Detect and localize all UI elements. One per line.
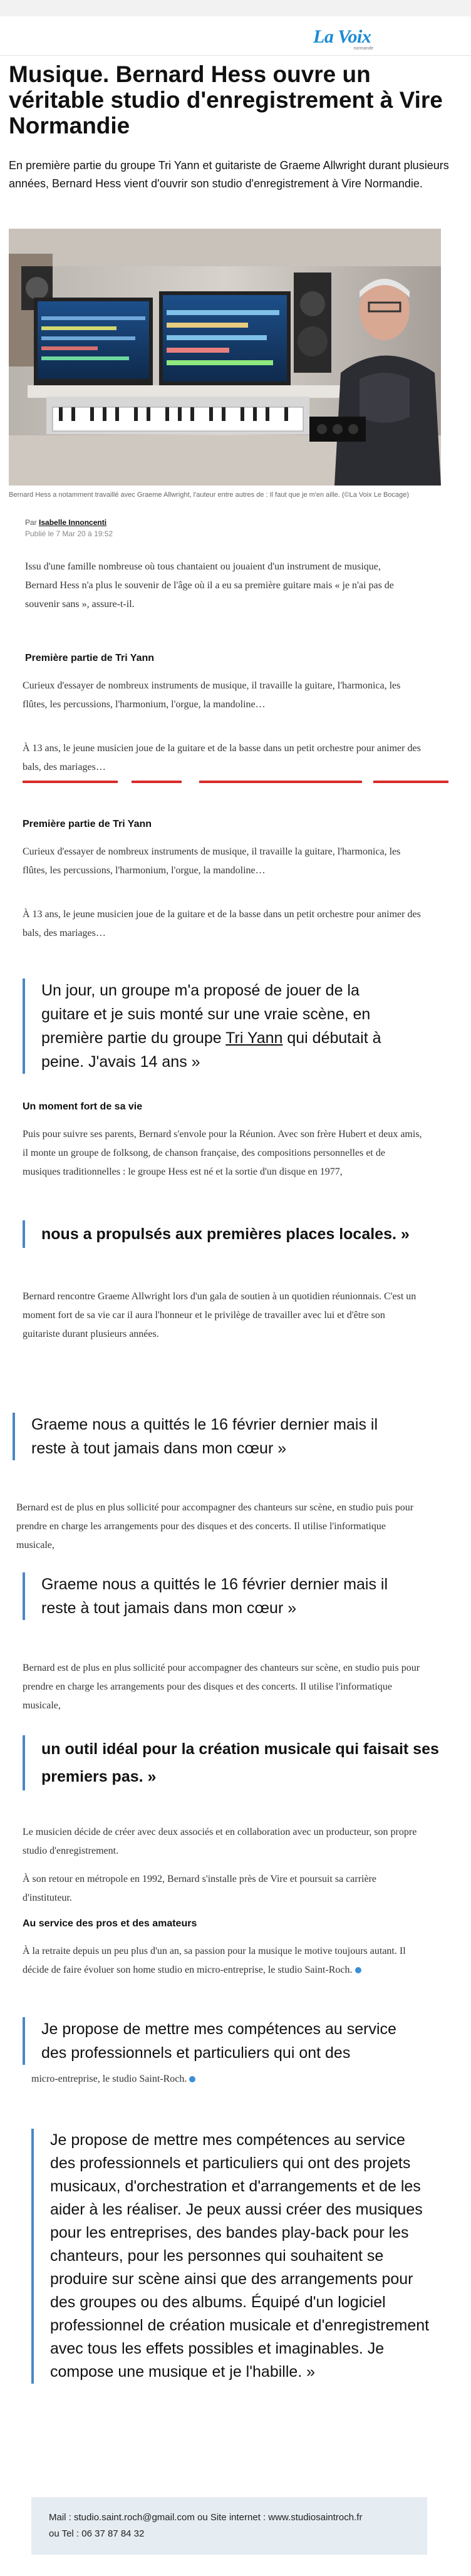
- byline-prefix: Par: [25, 518, 37, 527]
- paragraph: Le musicien décide de créer avec deux associés et en collaboration avec un producteur, son propre studio d'enregistrement.: [23, 1827, 417, 1856]
- paragraph: Issu d'une famille nombreuse où tous chantaient ou jouaient d'un instrument de musique, Bernard Hess n'a plus le souvenir de l'âge où il a eu sa première guitare mais « je n'ai pas de souvenir sans », assure-t-il.: [25, 561, 394, 610]
- paragraph: À 13 ans, le jeune musicien joue de la guitare et de la basse dans un petit orchestre pour animer des bals, des mariages…: [23, 743, 421, 772]
- quote-text: qui débutait à peine. J'avais 14 ans »: [41, 1029, 381, 1071]
- title-line-2: véritable studio d'enregistrement à Vire: [9, 87, 443, 113]
- logo-sub-text: normande: [353, 46, 373, 51]
- tri-yann-link[interactable]: Tri Yann: [225, 1029, 283, 1047]
- pull-quote: Graeme nous a quittés le 16 février dernier mais il reste à tout jamais dans mon cœur »: [23, 1572, 417, 1620]
- article-photo: [9, 229, 441, 486]
- contact-line: Mail : studio.saint.roch@gmail.com ou Site internet : www.studiosaintroch.fr: [49, 2512, 363, 2523]
- paragraph: Curieux d'essayer de nombreux instruments de musique, il travaille la guitare, l'harmonica, les flûtes, les percussions, l'harmonium, l'orgue, la mandoline…: [23, 680, 401, 710]
- pull-quote: [23, 979, 392, 1074]
- site-logo[interactable]: [313, 28, 373, 53]
- top-bar: [0, 0, 471, 16]
- pull-quote: Je propose de mettre mes compétences au service des professionnels et particuliers qui ont des projets musicaux, d'orchestration et d'arrangements et de les aider à les réaliser. Je peux aussi créer des musiques pour les entreprises, des bandes play-back pour les chanteurs, pour les personnes qui souhaitent se produire sur scène ainsi que des arrangements pour des groupes ou des albums. Équipé d'un logiciel professionnel de création musicale et d'enregistrement avec tous les effets possibles et imaginables. Je compose une musique et je l'habille. »: [31, 2129, 433, 2384]
- contact-box: [31, 2497, 427, 2555]
- contact-line: ou Tel : 06 37 87 84 32: [49, 2528, 145, 2539]
- photo-caption: Bernard Hess a notamment travaillé avec Graeme Allwright, l'auteur entre autres de : Il faut que je m'en aille. (©La Voix Le Bocage): [9, 491, 410, 499]
- pull-quote: Je propose de mettre mes compétences au service des professionnels et particuliers qui ont des: [23, 2017, 417, 2065]
- pull-quote: Graeme nous a quittés le 16 février dernier mais il reste à tout jamais dans mon cœur »: [13, 1413, 407, 1460]
- paragraph: À son retour en métropole en 1992, Bernard s'installe près de Vire et poursuit sa carrière d'instituteur.: [23, 1874, 376, 1903]
- red-bar: [132, 781, 182, 783]
- section-heading: Première partie de Tri Yann: [23, 819, 152, 829]
- paragraph: Bernard rencontre Graeme Allwright lors d'un gala de soutien à un quotidien réunionnais. C'est un moment fort de sa vie car il aura l'honneur et le privilège de travailler avec lui et d'être son guitariste durant plusieurs années.: [23, 1291, 417, 1339]
- paragraph-text: À la retraite depuis un peu plus d'un an, sa passion pour la musique le motive toujours autant. Il décide de faire évoluer son home studio en micro-entreprise, le studio Saint-Roch.: [23, 1946, 406, 1975]
- pull-quote: un outil idéal pour la création musicale qui faisait ses premiers pas. »: [23, 1735, 442, 1790]
- red-bar: [23, 781, 118, 783]
- author-link[interactable]: Isabelle Innoncenti: [39, 518, 107, 527]
- logo-main-text: La Voix: [313, 26, 371, 47]
- byline: [25, 517, 106, 528]
- publish-date: Publié le 7 Mar 20 à 19:52: [25, 529, 113, 538]
- section-heading: Un moment fort de sa vie: [23, 1101, 143, 1112]
- article-title: [9, 61, 471, 138]
- red-bar: [199, 781, 362, 783]
- paragraph: Bernard est de plus en plus sollicité pour accompagner des chanteurs sur scène, en studio puis pour prendre en charge les arrangements pour des disques et des concerts. Il utilise l'informatique musicale,: [16, 1502, 414, 1550]
- pull-quote: nous a propulsés aux premières places locales. »: [23, 1220, 442, 1248]
- paragraph: Puis pour suivre ses parents, Bernard s'envole pour la Réunion. Avec son frère Hubert et deux amis, il monte un groupe de folksong, de chanson française, des compositions personnelles et de musiques traditionnelles : le groupe Hess est né et la sortie d'un disque en 1977,: [23, 1129, 422, 1177]
- paragraph: À 13 ans, le jeune musicien joue de la guitare et de la basse dans un petit orchestre pour animer des bals, des mariages…: [23, 909, 421, 938]
- bullet-dot-icon: [189, 2076, 195, 2082]
- section-heading: Première partie de Tri Yann: [25, 653, 155, 663]
- header-divider: [0, 55, 471, 56]
- paragraph-text: micro-entreprise, le studio Saint-Roch.: [31, 2074, 187, 2084]
- quote-text: Un jour, un groupe m'a proposé de jouer de la guitare et je suis monté sur une vraie scène, en première partie du groupe: [41, 982, 371, 1047]
- bullet-dot-icon: [355, 1967, 361, 1973]
- article-lead: En première partie du groupe Tri Yann et guitariste de Graeme Allwright durant plusieurs années, Bernard Hess vient d'ouvrir son studio d'enregistrement à Vire Normandie.: [9, 159, 449, 190]
- paragraph: Curieux d'essayer de nombreux instruments de musique, il travaille la guitare, l'harmonica, les flûtes, les percussions, l'harmonium, l'orgue, la mandoline…: [23, 846, 401, 876]
- red-bar: [373, 781, 448, 783]
- title-line-1: Musique. Bernard Hess ouvre un: [9, 61, 371, 87]
- paragraph: [23, 1942, 423, 1980]
- paragraph: Bernard est de plus en plus sollicité pour accompagner des chanteurs sur scène, en studio puis pour prendre en charge les arrangements pour des disques et des concerts. Il utilise l'informatique musicale,: [23, 1663, 420, 1711]
- paragraph: [31, 2070, 432, 2089]
- section-heading: Au service des pros et des amateurs: [23, 1918, 197, 1929]
- title-line-3: Normandie: [9, 113, 130, 138]
